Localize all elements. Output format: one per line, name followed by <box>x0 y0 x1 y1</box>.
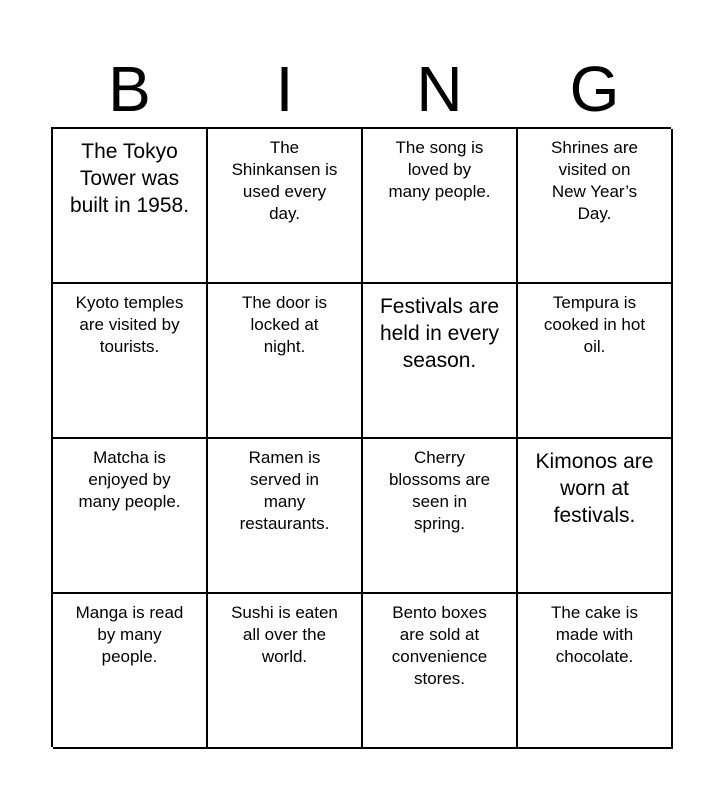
bingo-cell: The song is loved by many people. <box>363 129 518 284</box>
bingo-cell: Kyoto temples are visited by tourists. <box>53 284 208 439</box>
bingo-cell: Matcha is enjoyed by many people. <box>53 439 208 594</box>
bingo-cell: The cake is made with chocolate. <box>518 594 673 749</box>
bingo-cell: The Tokyo Tower was built in 1958. <box>53 129 208 284</box>
bingo-cell: Cherry blossoms are seen in spring. <box>363 439 518 594</box>
header-letter-i: I <box>275 53 294 125</box>
bingo-cell: Sushi is eaten all over the world. <box>208 594 363 749</box>
bingo-cell: The Shinkansen is used every day. <box>208 129 363 284</box>
header-letter-b: B <box>108 53 151 125</box>
bingo-header <box>52 50 672 128</box>
bingo-cell: Kimonos are worn at festivals. <box>518 439 673 594</box>
bingo-cell: Manga is read by many people. <box>53 594 208 749</box>
bingo-cell: The door is locked at night. <box>208 284 363 439</box>
bingo-card-grid <box>51 127 671 747</box>
bingo-cell: Ramen is served in many restaurants. <box>208 439 363 594</box>
bingo-cell: Bento boxes are sold at convenience stores. <box>363 594 518 749</box>
bingo-cell: Tempura is cooked in hot oil. <box>518 284 673 439</box>
header-letter-g: G <box>569 53 620 125</box>
header-letter-n: N <box>416 53 463 125</box>
bingo-cell: Festivals are held in every season. <box>363 284 518 439</box>
bingo-cell: Shrines are visited on New Year’s Day. <box>518 129 673 284</box>
